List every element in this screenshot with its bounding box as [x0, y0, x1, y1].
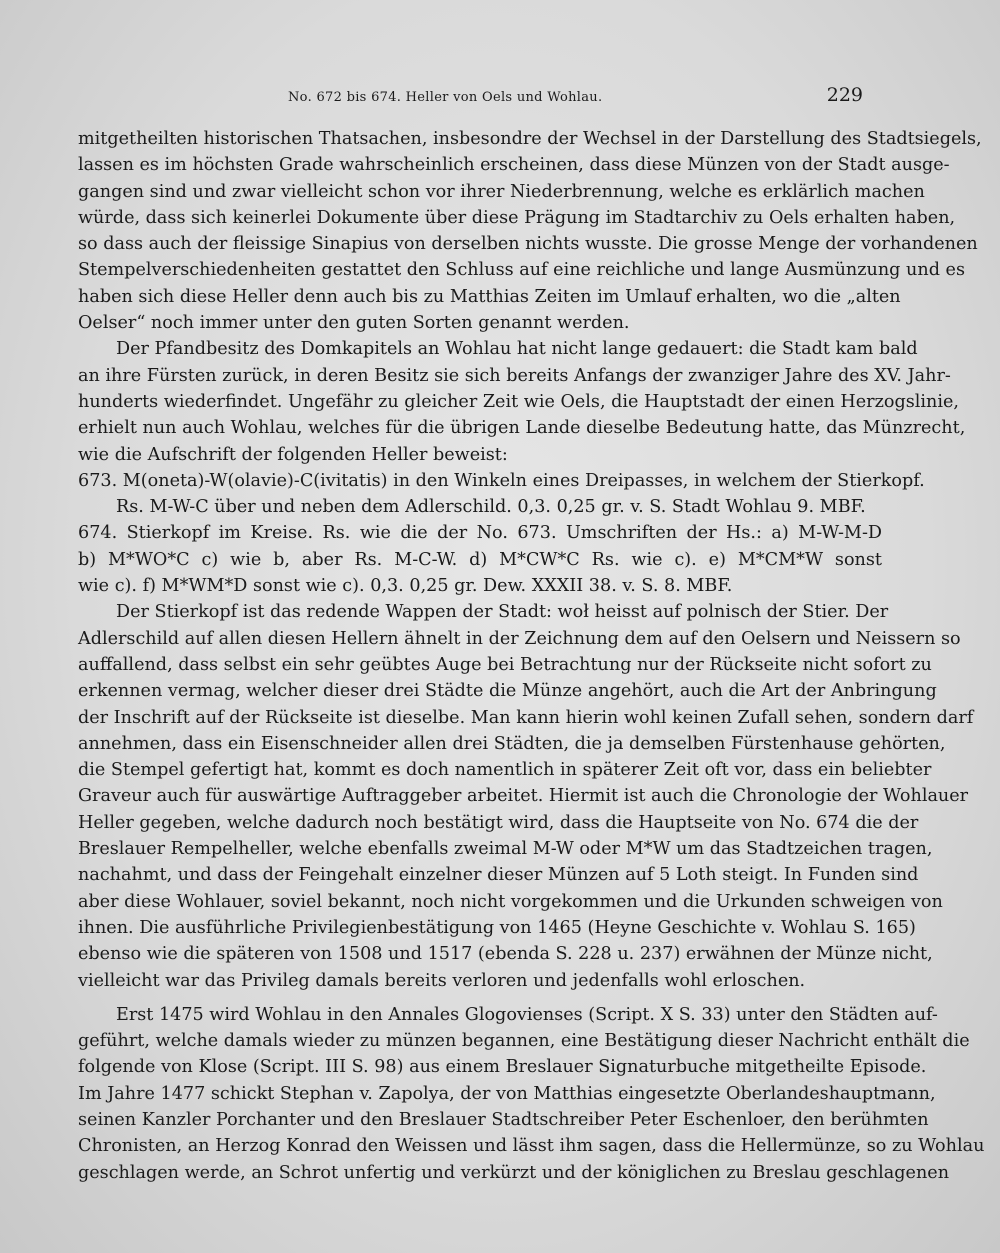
text-line: Der Stierkopf ist das redende Wappen der Stadt: woł heisst auf polnisch der Stier. Der	[116, 602, 889, 623]
text-line: wie die Aufschrift der folgenden Heller beweist:	[78, 444, 508, 465]
body-text	[78, 126, 985, 1186]
text-line: Adlerschild auf allen diesen Hellern ähnelt in der Zeichnung dem auf den Oelsern und Neissern so	[78, 628, 961, 649]
text-line: aber diese Wohlauer, soviel bekannt, noch nicht vorgekommen und die Urkunden schweigen von	[78, 891, 943, 912]
text-line: so dass auch der fleissige Sinapius von derselben nichts wusste. Die grosse Menge der vorhandenen	[78, 234, 978, 255]
text-line: vielleicht war das Privileg damals bereits verloren und jedenfalls wohl erloschen.	[78, 970, 806, 991]
text-line: mitgetheilten historischen Thatsachen, insbesondre der Wechsel in der Darstellung des Stadtsiegels,	[78, 129, 982, 149]
running-title: No. 672 bis 674. Heller von Oels und Wohlau.	[288, 90, 603, 105]
text-line: geschlagen werde, an Schrot unfertig und verkürzt und der königlichen zu Breslau geschlagenen	[78, 1162, 950, 1183]
text-line: Rs. M-W-C über und neben dem Adlerschild. 0,3. 0,25 gr. v. S. Stadt Wohlau 9. MBF.	[116, 497, 866, 518]
text-line: wie c). f) M*WM*D sonst wie c). 0,3. 0,25 gr. Dew. XXXII 38. v. S. 8. MBF.	[78, 576, 733, 597]
text-line: ihnen. Die ausführliche Privilegienbestätigung von 1465 (Heyne Geschichte v. Wohlau S. 165)	[78, 917, 916, 938]
text-line: würde, dass sich keinerlei Dokumente über diese Prägung im Stadtarchiv zu Oels erhalten haben,	[78, 207, 956, 228]
text-line: erkennen vermag, welcher dieser drei Städte die Münze angehört, auch die Art der Anbringung	[78, 681, 937, 702]
text-line: folgende von Klose (Script. III S. 98) aus einem Breslauer Signaturbuche mitgetheilte Episode.	[78, 1057, 927, 1078]
text-line: Im Jahre 1477 schickt Stephan v. Zapolya, der von Matthias eingesetzte Oberlandeshauptmann,	[78, 1083, 936, 1104]
text-line: b) M*WO*C c) wie b, aber Rs. M-C-W. d) M*CW*C Rs. wie c). e) M*CM*W sonst	[78, 549, 882, 570]
text-line: annehmen, dass ein Eisenschneider allen drei Städten, die ja demselben Fürstenhause gehörten,	[78, 733, 946, 754]
text-line: gangen sind und zwar vielleicht schon vor ihrer Niederbrennung, welche es erklärlich machen	[78, 181, 925, 202]
text-line: hunderts wiederfindet. Ungefähr zu gleicher Zeit wie Oels, die Hauptstadt der einen Herzogslinie,	[78, 391, 959, 412]
text-line: an ihre Fürsten zurück, in deren Besitz sie sich bereits Anfangs der zwanziger Jahre des XV. Jahr-	[78, 365, 951, 386]
text-line: geführt, welche damals wieder zu münzen begannen, eine Bestätigung dieser Nachricht enthält die	[78, 1031, 970, 1052]
text-line: ebenso wie die späteren von 1508 und 1517 (ebenda S. 228 u. 237) erwähnen der Münze nicht,	[78, 944, 933, 965]
text-line: Oelser“ noch immer unter den guten Sorten genannt werden.	[78, 313, 630, 334]
text-line: Breslauer Rempelheller, welche ebenfalls zweimal M-W oder M*W um das Stadtzeichen tragen,	[78, 839, 933, 860]
text-line: Chronisten, an Herzog Konrad den Weissen und lässt ihm sagen, dass die Hellermünze, so zu Wohlau	[78, 1136, 985, 1157]
text-line: 674. Stierkopf im Kreise. Rs. wie die der No. 673. Umschriften der Hs.: a) M-W-M-D	[78, 523, 882, 544]
text-line: lassen es im höchsten Grade wahrscheinlich erscheinen, dass diese Münzen von der Stadt ausge-	[78, 155, 950, 176]
text-line: Erst 1475 wird Wohlau in den Annales Glogovienses (Script. X S. 33) unter den Städten auf-	[116, 1004, 938, 1025]
page-number: 229	[826, 84, 863, 106]
text-line: Stempelverschiedenheiten gestattet den Schluss auf eine reichliche und lange Ausmünzung und es	[78, 260, 965, 281]
text-line: Heller gegeben, welche dadurch noch bestätigt wird, dass die Hauptseite von No. 674 die der	[78, 812, 919, 833]
text-line: haben sich diese Heller denn auch bis zu Matthias Zeiten im Umlauf erhalten, wo die „alten	[78, 286, 901, 307]
text-line: die Stempel gefertigt hat, kommt es doch namentlich in späterer Zeit oft vor, dass ein beliebter	[78, 760, 932, 781]
text-line: Der Pfandbesitz des Domkapitels an Wohlau hat nicht lange gedauert: die Stadt kam bald	[116, 339, 918, 360]
text-line: Graveur auch für auswärtige Auftraggeber arbeitet. Hiermit ist auch die Chronologie der Wohlauer	[78, 786, 969, 807]
text-line: der Inschrift auf der Rückseite ist dieselbe. Man kann hierin wohl keinen Zufall sehen, sondern darf	[78, 707, 974, 728]
page-header	[288, 84, 863, 114]
text-line: nachahmt, und dass der Feingehalt einzelner dieser Münzen auf 5 Loth steigt. In Funden sind	[78, 865, 919, 886]
text-line: erhielt nun auch Wohlau, welches für die übrigen Lande dieselbe Bedeutung hatte, das Münzrecht,	[78, 418, 966, 439]
text-line: 673. M(oneta)-W(olavie)-C(ivitatis) in den Winkeln eines Dreipasses, in welchem der Stierkopf.	[78, 470, 925, 491]
text-line: seinen Kanzler Porchanter und den Breslauer Stadtschreiber Peter Eschenloer, den berühmten	[78, 1109, 929, 1130]
text-line: auffallend, dass selbst ein sehr geübtes Auge bei Betrachtung nur der Rückseite nicht sofort zu	[78, 654, 932, 675]
